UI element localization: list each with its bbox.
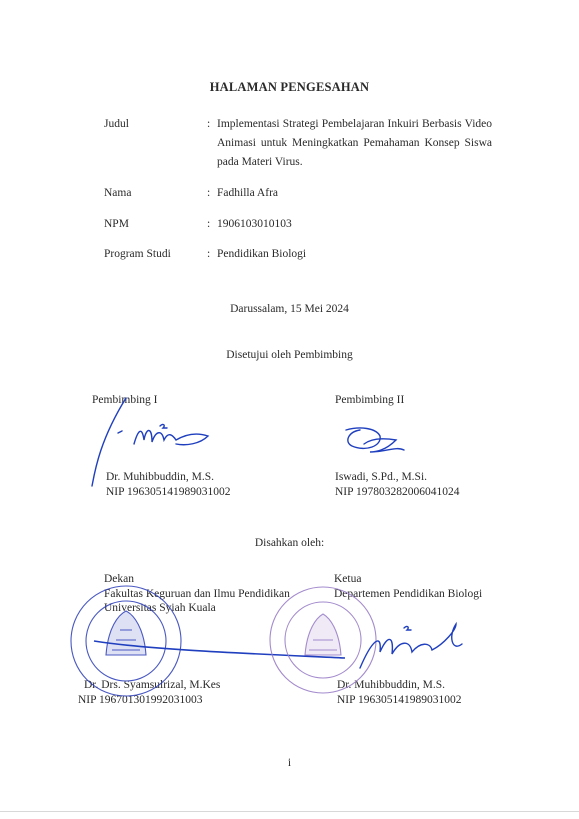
- place-date: Darussalam, 15 Mei 2024: [230, 303, 349, 315]
- signature-supervisor-1: [92, 398, 208, 486]
- supervisor-1-name: Dr. Muhibbuddin, M.S.: [106, 471, 214, 483]
- field-value-nama: Fadhilla Afra: [217, 187, 278, 199]
- field-label-program-studi: Program Studi: [104, 248, 171, 260]
- field-value-judul: Implementasi Strategi Pembelajaran Inkuiri Berbasis Video Animasi untuk Meningkatkan Pemahaman Konsep Siswa pada Materi Virus.: [217, 118, 492, 168]
- field-label-nama: Nama: [104, 187, 132, 199]
- supervisor-2-nip: NIP 197803282006041024: [335, 486, 460, 498]
- official-2-role: Ketua: [334, 573, 362, 585]
- approved-by-label: Disetujui oleh Pembimbing: [226, 349, 353, 361]
- ratified-by-label: Disahkan oleh:: [254, 537, 325, 549]
- page-number: i: [287, 757, 292, 769]
- supervisor-2-role: Pembimbing II: [335, 394, 405, 406]
- stamp-department: [270, 587, 376, 693]
- field-colon-program-studi: :: [207, 248, 211, 260]
- official-2-name: Dr. Muhibbuddin, M.S.: [337, 679, 445, 691]
- stamp-faculty: [71, 586, 181, 696]
- bottom-divider: [0, 811, 579, 812]
- field-value-program-studi: Pendidikan Biologi: [217, 248, 307, 260]
- field-colon-nama: :: [207, 187, 211, 199]
- official-1-name: Dr. Drs. Syamsulrizal, M.Kes: [84, 679, 221, 691]
- field-value-npm: 1906103010103: [217, 218, 292, 230]
- official-2-nip: NIP 196305141989031002: [337, 694, 462, 706]
- supervisor-1-role: Pembimbing I: [92, 394, 158, 406]
- supervisor-1-nip: NIP 196305141989031002: [106, 486, 231, 498]
- official-1-unit: Fakultas Keguruan dan Ilmu Pendidikan: [104, 588, 290, 600]
- official-1-nip: NIP 196701301992031003: [78, 694, 203, 706]
- field-colon-judul: :: [207, 118, 211, 130]
- official-1-university: Universitas Syiah Kuala: [104, 602, 216, 614]
- field-label-judul: Judul: [104, 118, 129, 130]
- supervisor-2-name: Iswadi, S.Pd., M.Si.: [335, 471, 428, 483]
- official-1-role: Dekan: [104, 573, 135, 585]
- page-title: HALAMAN PENGESAHAN: [209, 80, 370, 94]
- field-colon-npm: :: [207, 218, 211, 230]
- signature-supervisor-2: [346, 428, 404, 452]
- field-label-npm: NPM: [104, 218, 129, 230]
- official-2-unit: Departemen Pendidikan Biologi: [334, 588, 483, 600]
